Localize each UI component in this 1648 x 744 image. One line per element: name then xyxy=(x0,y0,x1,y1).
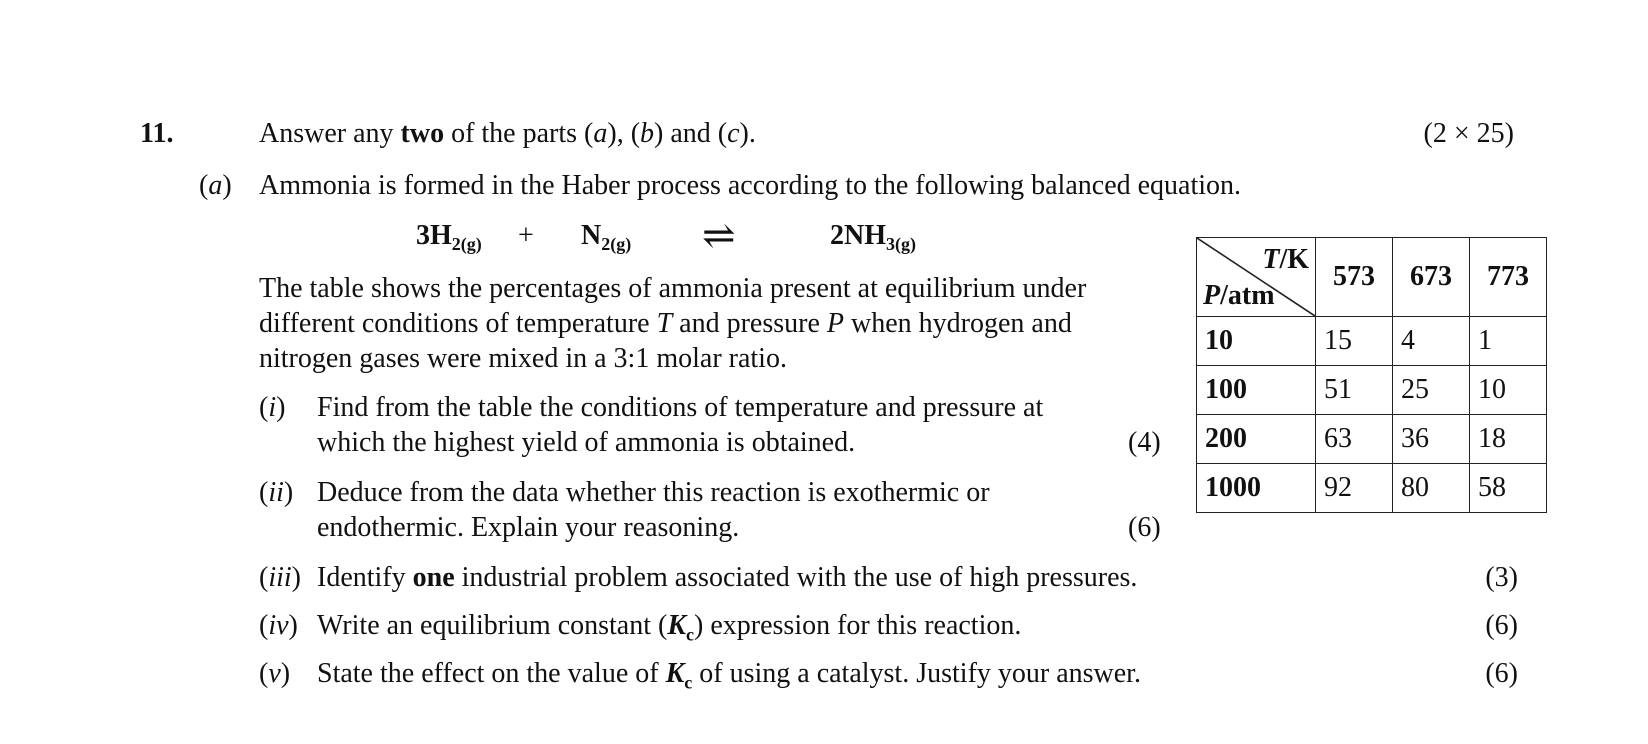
temperature-header: 573 xyxy=(1316,238,1393,317)
question-number: 11. xyxy=(140,118,174,149)
yield-cell: 18 xyxy=(1470,415,1547,464)
equation-reactant-n2: $N_{2(g)}$ xyxy=(581,220,632,254)
yield-cell: 58 xyxy=(1470,464,1547,513)
subpart-i-marks: (4) xyxy=(1128,427,1161,458)
subpart-iv-label: (iv) xyxy=(259,610,298,641)
yield-cell: 80 xyxy=(1393,464,1470,513)
pressure-cell: 10 xyxy=(1197,317,1316,366)
yield-cell: 36 xyxy=(1393,415,1470,464)
equation-reactant-h2: $3H_{2(g)}$ xyxy=(416,220,482,254)
pressure-cell: 1000 xyxy=(1197,464,1316,513)
table-row xyxy=(1197,366,1547,415)
yield-cell: 63 xyxy=(1316,415,1393,464)
subpart-v-label: (v) xyxy=(259,658,291,689)
subpart-iii-text: Identify one industrial problem associated with the use of high pressures. xyxy=(317,562,1138,593)
ammonia-yield-table xyxy=(1196,237,1547,513)
yield-cell: 25 xyxy=(1393,366,1470,415)
equilibrium-arrow-icon: ⇌ xyxy=(702,213,736,258)
pressure-cell: 200 xyxy=(1197,415,1316,464)
description-line-3: nitrogen gases were mixed in a 3:1 molar ratio. xyxy=(259,343,787,374)
subpart-iv-marks: (6) xyxy=(1485,610,1518,641)
subpart-ii-label: (ii) xyxy=(259,477,294,508)
subpart-ii-marks: (6) xyxy=(1128,512,1161,543)
part-a-label: (a) xyxy=(199,170,232,201)
yield-cell: 4 xyxy=(1393,317,1470,366)
pressure-axis-label: P/atm xyxy=(1203,280,1275,311)
temperature-header: 673 xyxy=(1393,238,1470,317)
subpart-iii-label: (iii) xyxy=(259,562,301,593)
temperature-header: 773 xyxy=(1470,238,1547,317)
pressure-cell: 100 xyxy=(1197,366,1316,415)
yield-cell: 1 xyxy=(1470,317,1547,366)
subpart-ii-line-2: endothermic. Explain your reasoning. xyxy=(317,512,740,543)
equation-plus: + xyxy=(518,220,534,251)
yield-cell: 15 xyxy=(1316,317,1393,366)
subpart-ii-line-1: Deduce from the data whether this reaction is exothermic or xyxy=(317,477,990,508)
question-marks: (2 × 25) xyxy=(1423,118,1514,149)
subpart-v-text: State the effect on the value of $K_c$ of using a catalyst. Justify your answer. xyxy=(317,658,1141,693)
table-row xyxy=(1197,415,1547,464)
subpart-iv-text: Write an equilibrium constant $(K_c)$ expression for this reaction. xyxy=(317,610,1022,645)
equation-product-nh3: $2NH_{3(g)}$ xyxy=(830,220,916,254)
subpart-i-line-1: Find from the table the conditions of temperature and pressure at xyxy=(317,392,1044,423)
table-row xyxy=(1197,464,1547,513)
part-a-text: Ammonia is formed in the Haber process according to the following balanced equation. xyxy=(259,170,1242,201)
table-header-row xyxy=(1197,238,1547,317)
yield-cell: 51 xyxy=(1316,366,1393,415)
table-row xyxy=(1197,317,1547,366)
yield-cell: 92 xyxy=(1316,464,1393,513)
question-intro: Answer any two of the parts (a), (b) and (c). xyxy=(259,118,756,149)
table-corner-cell xyxy=(1197,238,1316,317)
subpart-i-line-2: which the highest yield of ammonia is obtained. xyxy=(317,427,856,458)
temperature-axis-label: T/K xyxy=(1262,244,1309,275)
description-line-1: The table shows the percentages of ammonia present at equilibrium under xyxy=(259,273,1087,304)
yield-cell: 10 xyxy=(1470,366,1547,415)
description-line-2: different conditions of temperature T and pressure P when hydrogen and xyxy=(259,308,1072,339)
subpart-iii-marks: (3) xyxy=(1485,562,1518,593)
subpart-i-label: (i) xyxy=(259,392,286,423)
subpart-v-marks: (6) xyxy=(1485,658,1518,689)
